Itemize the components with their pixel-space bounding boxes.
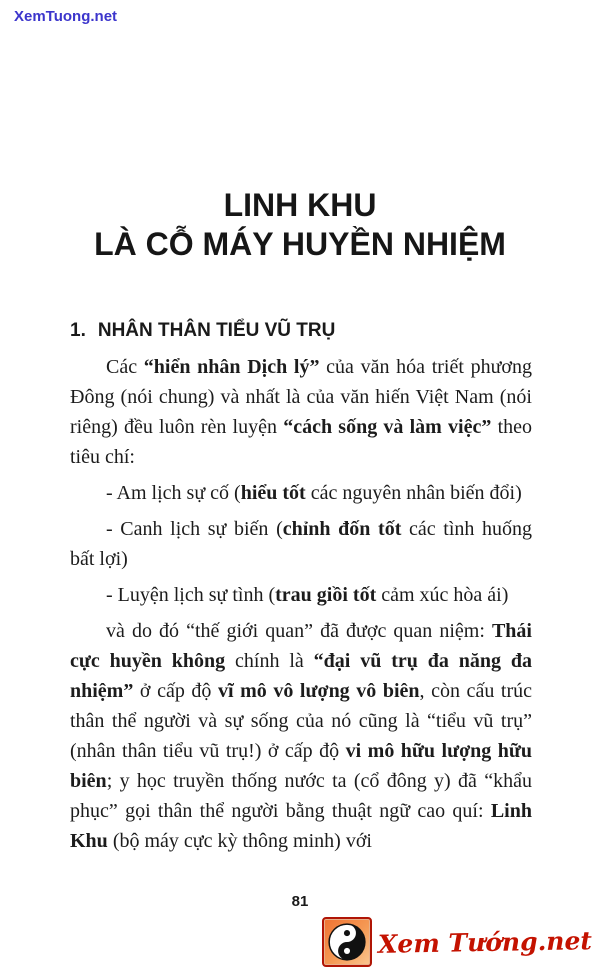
section-title: NHÂN THÂN TIỂU VŨ TRỤ	[97, 320, 336, 341]
yin-yang-icon	[322, 917, 372, 967]
chapter-title-line2: LÀ CỖ MÁY HUYỀN NHIỆM	[94, 226, 506, 262]
chapter-title-line1: LINH KHU	[223, 187, 377, 223]
paragraph-item-3: - Luyện lịch sự tình (trau giồi tốt cảm xúc hòa ái)	[106, 584, 509, 606]
paragraph-conclusion: và do đó “thế giới quan” đã được quan niệm: Thái cực huyền không chính là “đại vũ trụ đa năng đa nhiệm” ở cấp độ vĩ mô vô lượng vô biên, còn cấu trúc thân thể người và sự sống của nó cũng là “tiểu vũ trụ” (nhân thân tiểu vũ trụ!) ở cấp độ vi mô hữu lượng hữu biên; y học truyền thống nước ta (cổ đông y) đã “khẩu phục” gọi thân thể người bằng thuật ngữ cao quí: Linh Khu (bộ máy cực kỳ thông minh) với	[70, 620, 533, 852]
page-number: 81	[291, 893, 309, 910]
section-number: 1.	[70, 320, 86, 341]
chapter-title	[0, 186, 600, 264]
body-text	[70, 352, 532, 862]
section-heading	[70, 320, 532, 342]
watermark-link[interactable]: XemTuong.net	[14, 8, 118, 25]
paragraph-item-2: - Canh lịch sự biến (chỉnh đốn tốt các tình huống bất lợi)	[70, 518, 533, 570]
publisher-logo-text: Xem Tướng.net	[377, 925, 593, 959]
publisher-logo[interactable]	[322, 916, 592, 968]
paragraph-intro: Các “hiển nhân Dịch lý” của văn hóa triết phương Đông (nói chung) và nhất là của văn hiến Việt Nam (nói riêng) đều luôn rèn luyện “cách sống và làm việc” theo tiêu chí:	[70, 356, 533, 468]
paragraph-item-1: - Am lịch sự cố (hiểu tốt các nguyên nhân biến đổi)	[106, 482, 522, 504]
